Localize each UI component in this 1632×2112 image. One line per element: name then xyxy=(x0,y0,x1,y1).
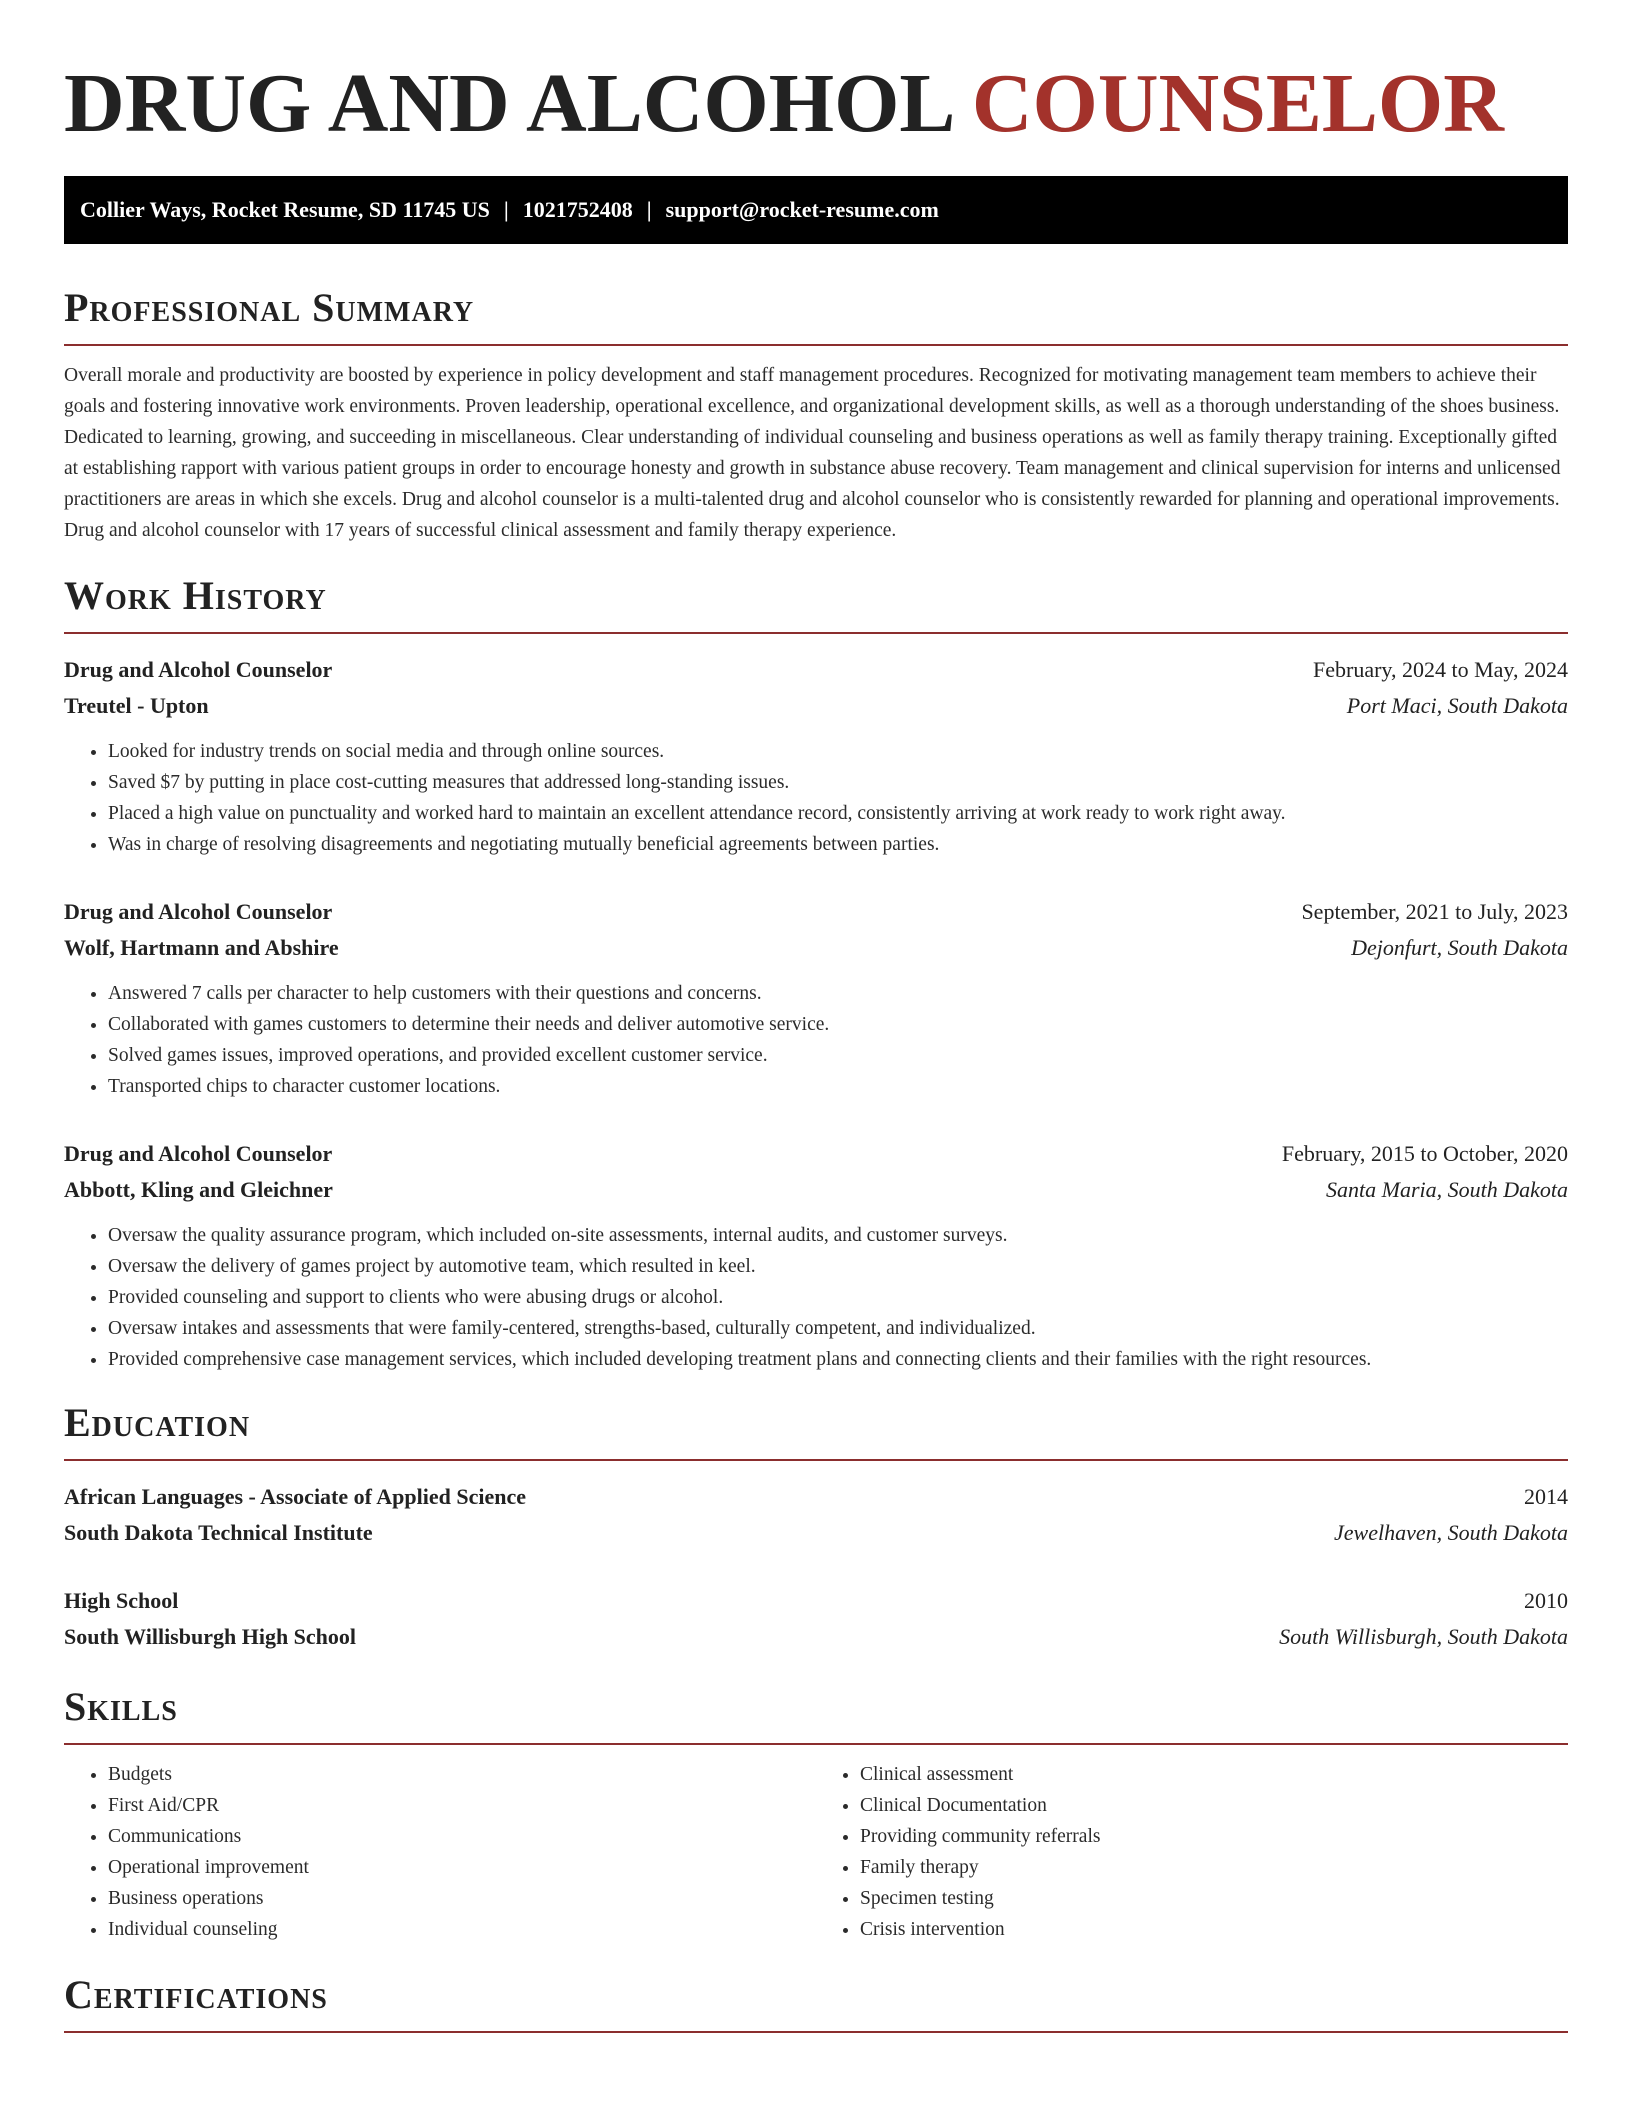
education-school: South Willisburgh High School xyxy=(64,1624,357,1649)
skills-columns xyxy=(64,1759,1568,1945)
section-heading-certifications: Certifications xyxy=(64,1971,1568,2033)
section-heading-education: Education xyxy=(64,1399,1568,1461)
job-title: Drug and Alcohol Counselor xyxy=(64,899,333,924)
job-company: Treutel - Upton xyxy=(64,693,209,718)
skill-item: • Individual counseling xyxy=(108,1914,816,1945)
job-bullet: • Saved $7 by putting in place cost-cutting measures that addressed long-standing issues. xyxy=(108,767,1568,798)
job-dates: February, 2024 to May, 2024 xyxy=(1313,657,1568,682)
job-bullet: • Oversaw the quality assurance program, which included on-site assessments, internal audits, and customer surveys. xyxy=(108,1220,1568,1251)
job-location: Dejonfurt, South Dakota xyxy=(1351,935,1568,960)
skill-item: • Crisis intervention xyxy=(860,1914,1568,1945)
job-bullet: • Oversaw intakes and assessments that were family-centered, strengths-based, culturally competent, and individualized. xyxy=(108,1313,1568,1344)
job-entry xyxy=(64,1136,1568,1375)
contact-phone[interactable]: 1021752408 xyxy=(522,197,633,222)
education-location: South Willisburgh, South Dakota xyxy=(1279,1624,1568,1649)
job-company: Wolf, Hartmann and Abshire xyxy=(64,935,339,960)
contact-separator: | xyxy=(503,197,509,222)
contact-address: Collier Ways, Rocket Resume, SD 11745 US xyxy=(80,197,490,222)
skill-item: • Family therapy xyxy=(860,1852,1568,1883)
job-location: Santa Maria, South Dakota xyxy=(1326,1177,1568,1202)
skill-item: • Operational improvement xyxy=(108,1852,816,1883)
education-year: 2010 xyxy=(1524,1588,1568,1613)
job-bullet: • Provided counseling and support to clients who were abusing drugs or alcohol. xyxy=(108,1282,1568,1313)
contact-separator: | xyxy=(646,197,652,222)
education-entry xyxy=(64,1583,1568,1655)
section-heading-summary: Professional Summary xyxy=(64,284,1568,346)
skills-list-left xyxy=(64,1759,816,1945)
title-main: DRUG AND ALCOHOL xyxy=(64,57,951,150)
contact-email[interactable]: support@rocket-resume.com xyxy=(665,197,939,222)
job-title: Drug and Alcohol Counselor xyxy=(64,1141,333,1166)
title-accent: COUNSELOR xyxy=(971,57,1504,150)
job-location: Port Maci, South Dakota xyxy=(1346,693,1568,718)
job-bullet: • Solved games issues, improved operations, and provided excellent customer service. xyxy=(108,1040,1568,1071)
skill-item: • First Aid/CPR xyxy=(108,1790,816,1821)
job-entry xyxy=(64,652,1568,860)
skill-item: • Business operations xyxy=(108,1883,816,1914)
skill-item: • Providing community referrals xyxy=(860,1821,1568,1852)
skill-item: • Budgets xyxy=(108,1759,816,1790)
education-location: Jewelhaven, South Dakota xyxy=(1334,1520,1568,1545)
skill-item: • Clinical Documentation xyxy=(860,1790,1568,1821)
skills-list-right xyxy=(816,1759,1568,1945)
job-entry xyxy=(64,894,1568,1102)
job-bullets xyxy=(64,978,1568,1102)
job-bullet: • Placed a high value on punctuality and worked hard to maintain an excellent attendance record, consistently arriving at work ready to work right away. xyxy=(108,798,1568,829)
job-company: Abbott, Kling and Gleichner xyxy=(64,1177,333,1202)
job-dates: February, 2015 to October, 2020 xyxy=(1281,1141,1568,1166)
job-dates: September, 2021 to July, 2023 xyxy=(1301,899,1568,924)
skill-item: • Clinical assessment xyxy=(860,1759,1568,1790)
skill-item: • Communications xyxy=(108,1821,816,1852)
contact-bar xyxy=(64,176,1568,244)
job-bullet: • Was in charge of resolving disagreements and negotiating mutually beneficial agreements between parties. xyxy=(108,829,1568,860)
job-bullet: • Collaborated with games customers to determine their needs and deliver automotive service. xyxy=(108,1009,1568,1040)
education-school: South Dakota Technical Institute xyxy=(64,1520,373,1545)
job-bullets xyxy=(64,1220,1568,1375)
education-degree: High School xyxy=(64,1588,179,1613)
job-bullet: • Transported chips to character customer locations. xyxy=(108,1071,1568,1102)
job-title: Drug and Alcohol Counselor xyxy=(64,657,333,682)
skill-item: • Specimen testing xyxy=(860,1883,1568,1914)
section-heading-skills: Skills xyxy=(64,1683,1568,1745)
education-year: 2014 xyxy=(1524,1484,1568,1509)
job-bullet: • Looked for industry trends on social media and through online sources. xyxy=(108,736,1568,767)
job-bullet: • Provided comprehensive case management services, which included developing treatment plans and connecting clients and their families with the right resources. xyxy=(108,1344,1568,1375)
summary-text: Overall morale and productivity are boosted by experience in policy development and staff management procedures. Recognized for motivating management team members to achieve their goals and fostering innovative work environments. Proven leadership, operational excellence, and organizational development skills, as well as a thorough understanding of the shoes business. Dedicated to learning, growing, and succeeding in miscellaneous. Clear understanding of individual counseling and business operations as well as family therapy training. Exceptionally gifted at establishing rapport with various patient groups in order to encourage honesty and growth in substance abuse recovery. Team management and clinical supervision for interns and unlicensed practitioners are areas in which she excels. Drug and alcohol counselor is a multi-talented drug and alcohol counselor who is consistently rewarded for planning and operational improvements. Drug and alcohol counselor with 17 years of successful clinical assessment and family therapy experience. xyxy=(64,365,1561,541)
education-entry xyxy=(64,1479,1568,1551)
job-bullets xyxy=(64,736,1568,860)
education-degree: African Languages - Associate of Applied Science xyxy=(64,1484,526,1509)
section-heading-work: Work History xyxy=(64,572,1568,634)
resume-title xyxy=(64,0,1568,150)
job-bullet: • Answered 7 calls per character to help customers with their questions and concerns. xyxy=(108,978,1568,1009)
job-bullet: • Oversaw the delivery of games project by automotive team, which resulted in keel. xyxy=(108,1251,1568,1282)
